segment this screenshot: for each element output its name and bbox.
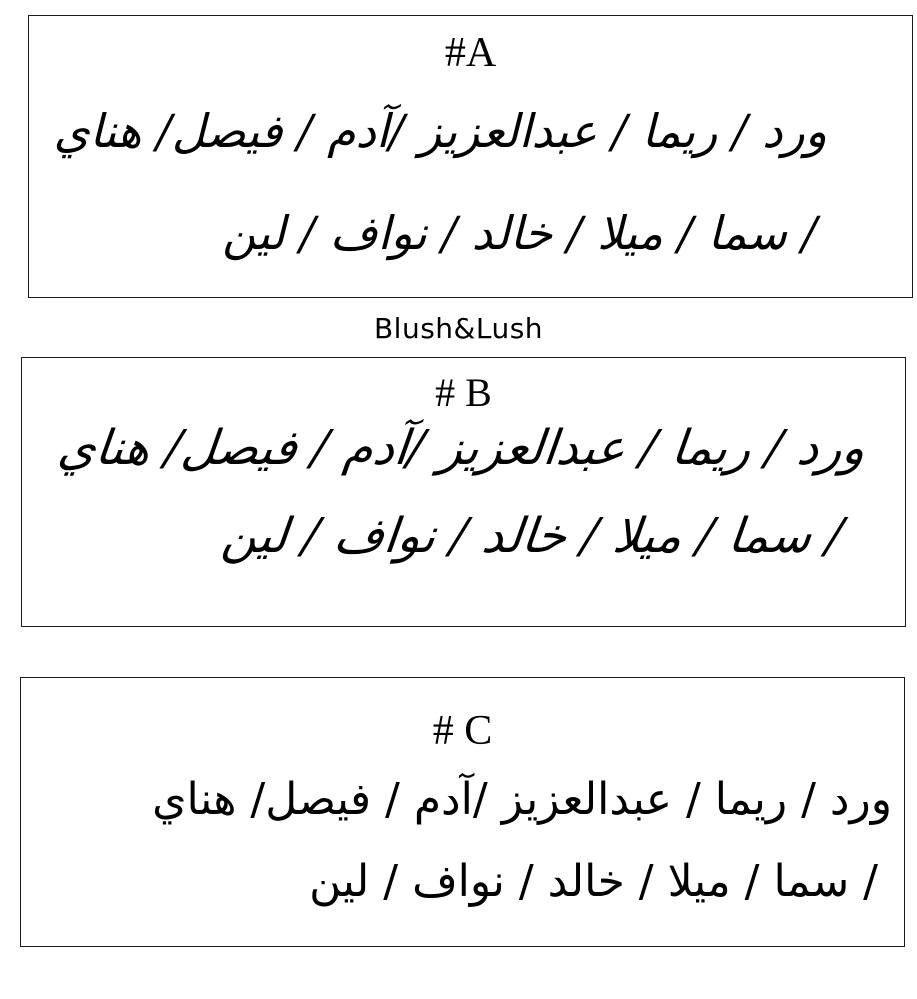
sample-line-1: ورد / ريما / عبدالعزيز /آدم / فيصل/ هناي [152,774,892,825]
sample-line-2: / سما / ميلا / خالد / نواف / لين [219,508,846,564]
font-sample-panel-b [21,357,906,627]
panel-label-a: #A [444,30,497,76]
font-sample-panel-a [28,15,913,298]
sample-line-2: / سما / ميلا / خالد / نواف / لين [309,856,878,907]
brand-name: Blush&Lush [373,312,544,345]
panel-label-b: # B [435,370,492,415]
font-sample-panel-c [20,677,905,947]
panel-label-c: # C [432,708,493,754]
sample-line-2: / سما / ميلا / خالد / نواف / لين [222,206,817,260]
sample-line-1: ورد / ريما / عبدالعزيز /آدم / فيصل/ هناي [54,420,868,476]
sample-line-1: ورد / ريما / عبدالعزيز /آدم / فيصل/ هناي [53,104,827,158]
